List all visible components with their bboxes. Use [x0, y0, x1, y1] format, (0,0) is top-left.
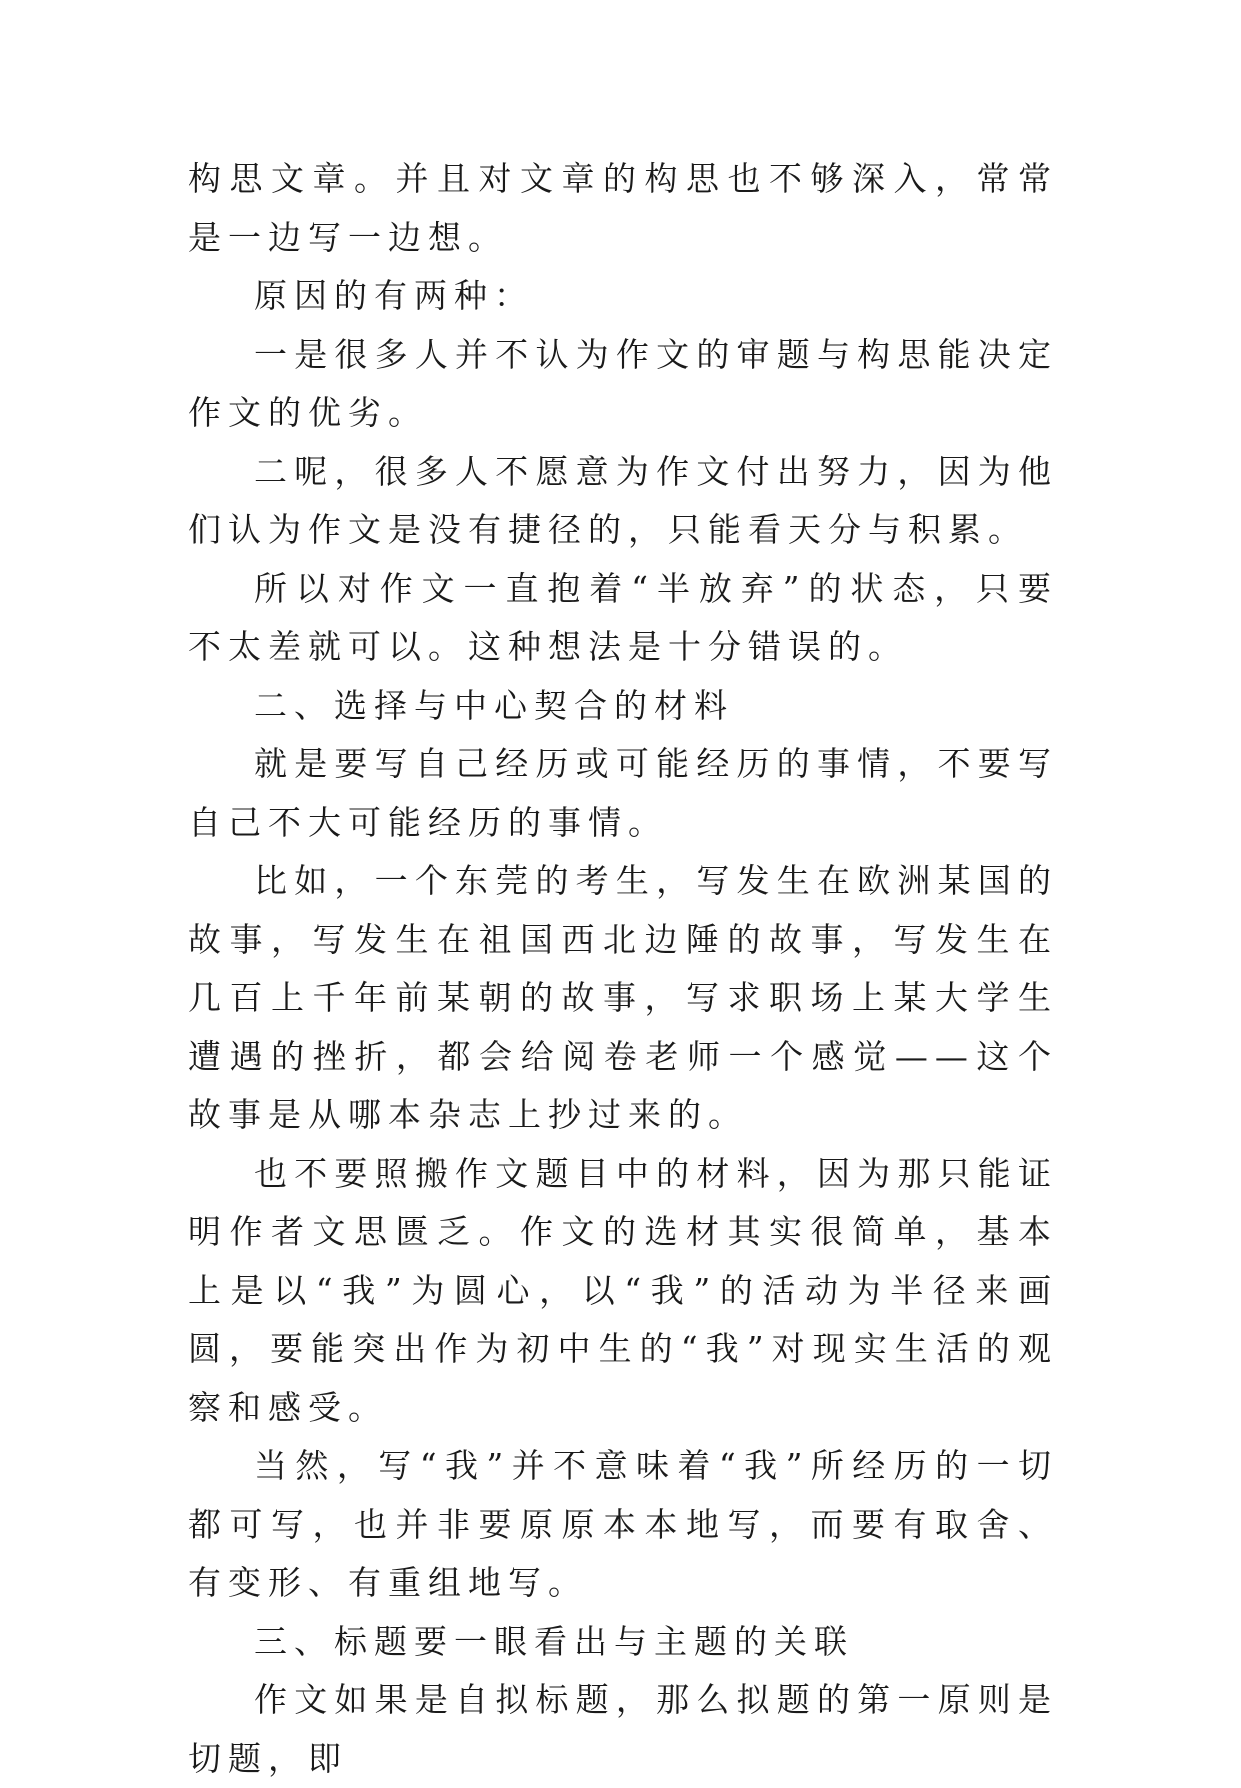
paragraph: 就是要写自己经历或可能经历的事情，不要写自己不大可能经历的事情。 — [188, 744, 1058, 842]
paragraph: 二呢，很多人不愿意为作文付出努力，因为他们认为作文是没有捷径的，只能看天分与积累。 — [188, 451, 1058, 549]
paragraph: 作文如果是自拟标题，那么拟题的第一原则是切题，即 — [188, 1680, 1058, 1778]
paragraph: 当然，写“我”并不意味着“我”所经历的一切都可写，也并非要原原本本地写，而要有取舍、有变形、有重组地写。 — [188, 1446, 1058, 1602]
paragraph: 构思文章。并且对文章的构思也不够深入，常常是一边写一边想。 — [188, 159, 1058, 257]
paragraph: 一是很多人并不认为作文的审题与构思能决定作文的优劣。 — [188, 334, 1058, 432]
section-heading: 二、选择与中心契合的材料 — [254, 685, 734, 725]
section-heading: 三、标题要一眼看出与主题的关联 — [254, 1621, 854, 1661]
document-body — [188, 150, 1058, 1788]
paragraph: 也不要照搬作文题目中的材料，因为那只能证明作者文思匮乏。作文的选材其实很简单，基本上是以“我”为圆心，以“我”的活动为半径来画圆，要能突出作为初中生的“我”对现实生活的观察和感受。 — [188, 1153, 1058, 1427]
paragraph: 比如，一个东莞的考生，写发生在欧洲某国的故事，写发生在祖国西北边陲的故事，写发生在几百上千年前某朝的故事，写求职场上某大学生遭遇的挫折，都会给阅卷老师一个感觉——这个故事是从哪本杂志上抄过来的。 — [188, 861, 1058, 1134]
paragraph: 所以对作文一直抱着“半放弃”的状态，只要不太差就可以。这种想法是十分错误的。 — [188, 568, 1058, 666]
paragraph: 原因的有两种： — [254, 276, 534, 315]
